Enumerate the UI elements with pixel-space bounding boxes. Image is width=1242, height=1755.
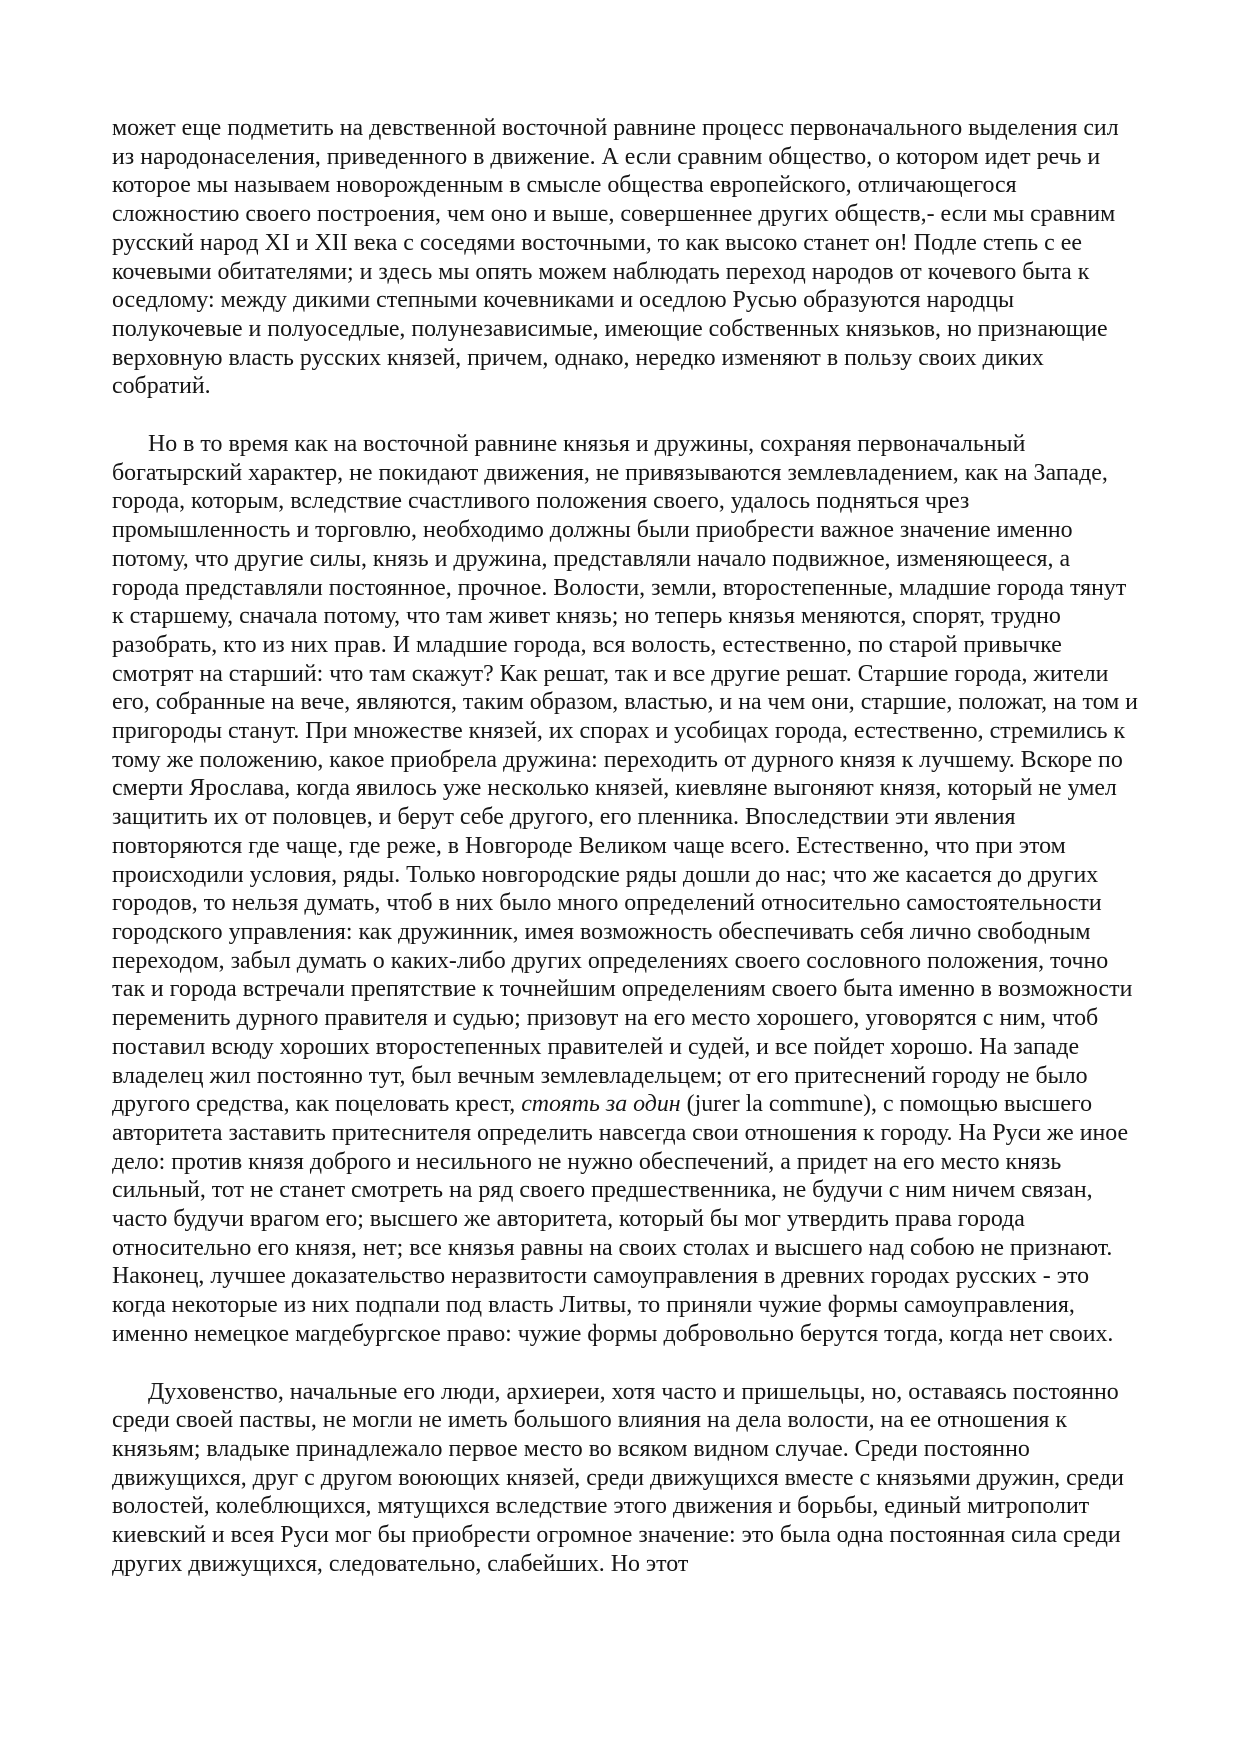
paragraph-3-text: Духовенство, начальные его люди, архиереи, хотя часто и пришельцы, но, оставаясь постоянно среди своей паствы, не могли не иметь большого влияния на дела волости, на ее отношения к князьям; владыке принадлежало первое место во всяком видном случае. Среди постоянно движущихся, друг с другом воюющих князей, среди движущихся вместе с князьями дружин, среди волостей, колеблющихся, мятущихся вследствие этого движения и борьбы, единый митрополит киевский и всея Руси мог бы приобрести огромное значение: это была одна постоянная сила среди других движущихся, следовательно, слабейших. Но этот bbox=[112, 1378, 1124, 1577]
paragraph-3 bbox=[112, 1378, 1142, 1579]
paragraph-1-text: может еще подметить на девственной восточной равнине процесс первоначального выделения сил из народонаселения, приведенного в движение. А если сравним общество, о котором идет речь и которое мы называем новорожденным в смысле общества европейского, отличающегося сложностию своего построения, чем оно и выше, совершеннее других обществ,- если мы сравним русский народ XI и XII века с соседями восточными, то как высоко станет он! Подле степь с ее кочевыми обитателями; и здесь мы опять можем наблюдать переход народов от кочевого быта к оседлому: между дикими степными кочевниками и оседлою Русью образуются народцы полукочевые и полуоседлые, полунезависимые, имеющие собственных князьков, но признающие верховную власть русских князей, причем, однако, нередко изменяют в пользу своих диких собратий. bbox=[112, 115, 1119, 400]
paragraph-1 bbox=[112, 114, 1142, 401]
paragraph-2-text-part-1: Но в то время как на восточной равнине князья и дружины, сохраняя первоначальный богатырский характер, не покидают движения, не привязываются землевладением, как на Западе, города, которым, вследствие счастливого положения своего, удалось подняться чрез промышленность и торговлю, необходимо должны были приобрести важное значение именно потому, что другие силы, князь и дружина, представляли начало подвижное, изменяющееся, а города представляли постоянное, прочное. Волости, земли, второстепенные, младшие города тянут к старшему, сначала потому, что там живет князь; но теперь князья меняются, спорят, трудно разобрать, кто из них прав. И младшие города, вся волость, естественно, по старой привычке смотрят на старший: что там скажут? Как решат, так и все другие решат. Старшие города, жители его, собранные на вече, являются, таким образом, властью, и на чем они, старшие, положат, на том и пригороды станут. При множестве князей, их спорах и усобицах города, естественно, стремились к тому же положению, какое приобрела дружина: переходить от дурного князя к лучшему. Вскоре по смерти Ярослава, когда явилось уже несколько князей, киевляне выгоняют князя, который не умел защитить их от половцев, и берут себе другого, его пленника. Впоследствии эти явления повторяются где чаще, где реже, в Новгороде Великом чаще всего. Естественно, что при этом происходили условия, ряды. Только новгородские ряды дошли до нас; что же касается до других городов, то нельзя думать, чтоб в них было много определений относительно самостоятельности городского управления: как дружинник, имея возможность обеспечивать себя лично свободным переходом, забыл думать о каких-либо других определениях своего сословного положения, точно так и города встречали препятствие к точнейшим определениям своего быта именно в возможности переменить дурного правителя и судью; призовут на его место хорошего, уговорятся с ним, чтоб поставил всюду хороших второстепенных правителей и судей, и все пойдет хорошо. На западе владелец жил постоянно тут, был вечным землевладельцем; от его притеснений городу не было другого средства, как поцеловать крест, bbox=[112, 431, 1138, 1118]
paragraph-2 bbox=[112, 430, 1142, 1349]
document-page bbox=[112, 114, 1142, 1578]
paragraph-2-text-part-2: (jurer la commune), с помощью высшего авторитета заставить притеснителя определить навсегда свои отношения к городу. На Руси же иное дело: против князя доброго и несильного не нужно обеспечений, а придет на его место князь сильный, тот не станет смотреть на ряд своего предшественника, не будучи с ним ничем связан, часто будучи врагом его; высшего же авторитета, который бы мог утвердить права города относительно его князя, нет; все князья равны на своих столах и высшего над собою не признают. Наконец, лучшее доказательство неразвитости самоуправления в древних городах русских - это когда некоторые из них подпали под власть Литвы, то приняли чужие формы самоуправления, именно немецкое магдебургское право: чужие формы добровольно берутся тогда, когда нет своих. bbox=[112, 1091, 1129, 1347]
paragraph-2-italic-phrase: стоять за один bbox=[521, 1091, 681, 1118]
